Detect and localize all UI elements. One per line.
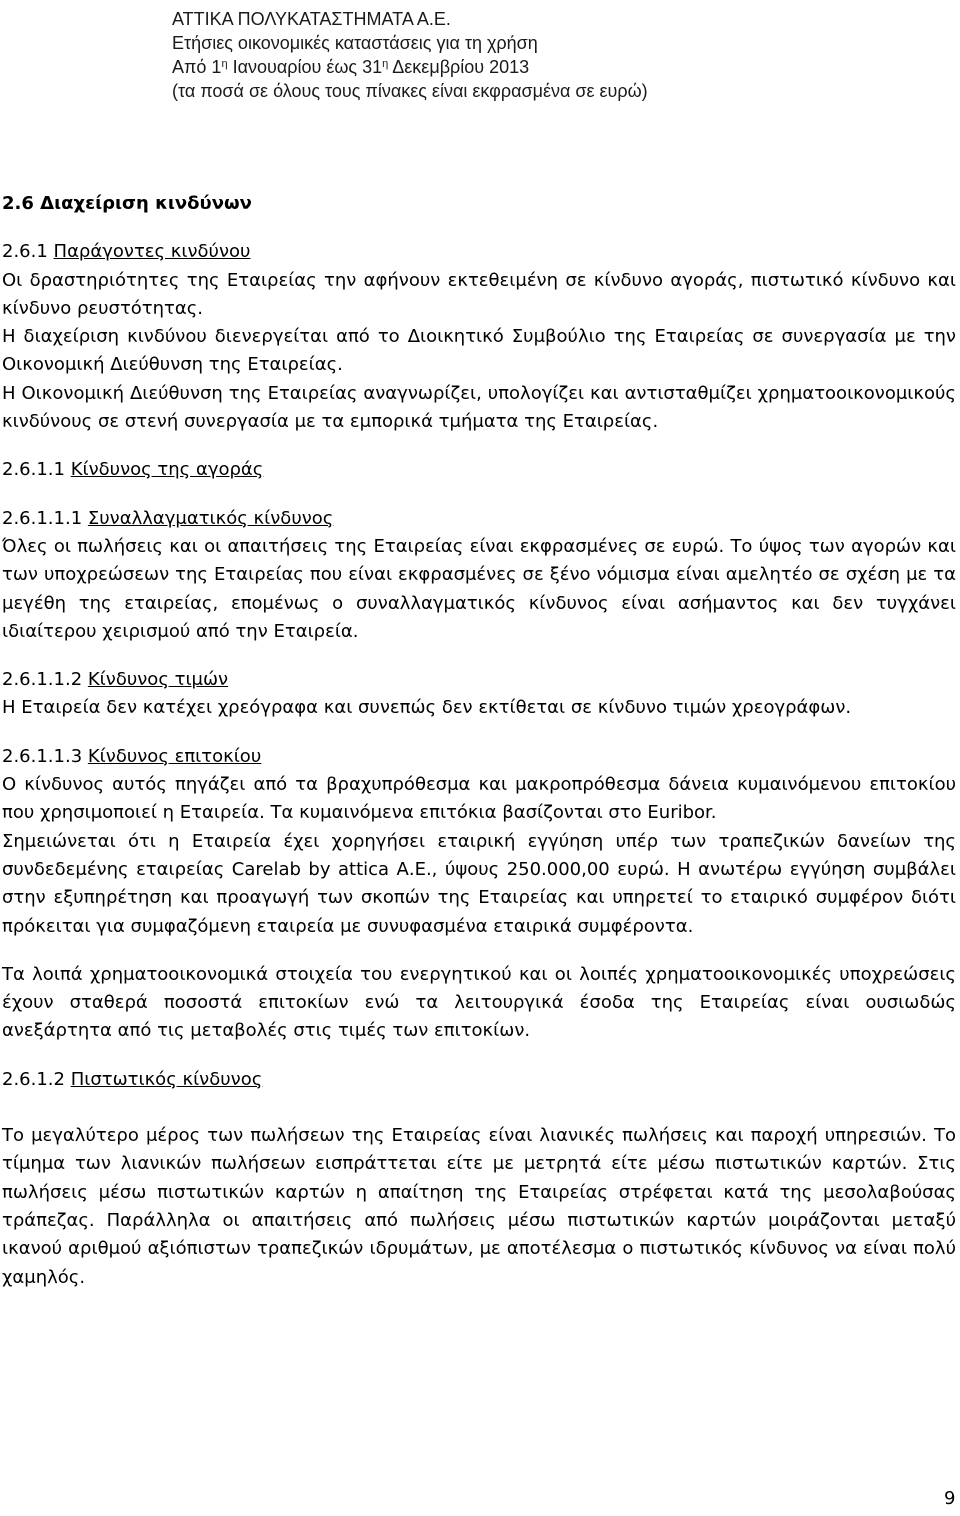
currency-note: (τα ποσά σε όλους τους πίνακες είναι εκφρασμένα σε ευρώ): [172, 81, 648, 101]
subsection-heading-market-risk: 2.6.1.1 Κίνδυνος της αγοράς: [2, 459, 264, 481]
paragraph-risk-management: Η διαχείριση κινδύνου διενεργείται από το Διοικητικό Συμβούλιο της Εταιρείας σε συνεργασία με την Οικονομική Διεύθυνση της Εταιρείας.: [2, 326, 956, 376]
reporting-period: Από $1^\eta$ Ιανουαρίου έως $31^\eta$ Δεκεμβρίου 2013: [172, 57, 530, 77]
paragraph-other-financial-items: Τα λοιπά χρηματοοικονομικά στοιχεία του ενεργητικού και οι λοιπές χρηματοοικονομικές υποχρεώσεις έχουν σταθερά ποσοστά επιτοκίων ενώ τα λειτουργικά έσοδα της Εταιρείας είναι ουσιωδώς ανεξάρτητα από τις μεταβολές στις τιμές των επιτοκίων.: [2, 963, 956, 1042]
page-number: 9: [944, 1488, 956, 1509]
paragraph-guarantee: Σημειώνεται ότι η Εταιρεία έχει χορηγήσει εταιρική εγγύηση υπέρ των τραπεζικών δανείων της συνδεδεμένης εταιρείας Carelab by attica Α.Ε., ύψους 250.000,00 ευρώ. Η ανωτέρω εγγύηση συμβάλει στην εξυπηρέτηση και προαγωγή των σκοπών της Εταιρείας και υπηρετεί το εταιρικό συμφέρον διότι πρόκειται για συμφαζόμενη εταιρεία με συνυφασμένα εταιρικά συμφέροντα.: [2, 830, 956, 937]
statements-title: Ετήσιες οικονομικές καταστάσεις για τη χρήση: [172, 33, 538, 53]
paragraph-fx-risk: Όλες οι πωλήσεις και οι απαιτήσεις της Εταιρείας είναι εκφρασμένες σε ευρώ. Το ύψος των αγορών και των υποχρεώσεων της Εταιρείας που είναι εκφρασμένες σε ξένο νόμισμα είναι αμελητέο σε σχέση με τα μεγέθη της εταιρείας, επομένως ο συναλλαγματικός κίνδυνος είναι ασήμαντος και δεν τυγχάνει ιδιαίτερου χειρισμού από την Εταιρεία.: [2, 535, 956, 642]
subsection-heading-price-risk: 2.6.1.1.2 Κίνδυνος τιμών: [2, 669, 229, 691]
paragraph-price-risk: Η Εταιρεία δεν κατέχει χρεόγραφα και συνεπώς δεν εκτίθεται σε κίνδυνο τιμών χρεογράφων.: [2, 697, 852, 719]
paragraph-finance-division: Η Οικονομική Διεύθυνση της Εταιρείας αναγνωρίζει, υπολογίζει και αντισταθμίζει χρηματοοικονομικούς κινδύνους σε στενή συνεργασία με τα εμπορικά τμήματα της Εταιρείας.: [2, 382, 956, 433]
paragraph-activities: Οι δραστηριότητες της Εταιρείας την αφήνουν εκτεθειμένη σε κίνδυνο αγοράς, πιστωτικό κίνδυνο και κίνδυνο ρευστότητας.: [2, 269, 956, 319]
subsection-heading-fx-risk: 2.6.1.1.1 Συναλλαγματικός κίνδυνος: [2, 507, 334, 529]
subsection-heading-interest-rate-risk: 2.6.1.1.3 Κίνδυνος επιτοκίου: [2, 745, 262, 767]
subsection-heading-credit-risk: 2.6.1.2 Πιστωτικός κίνδυνος: [2, 1068, 263, 1090]
page-header: [172, 7, 648, 103]
paragraph-interest-rate-risk: Ο κίνδυνος αυτός πηγάζει από τα βραχυπρόθεσμα και μακροπρόθεσμα δάνεια κυμαινόμενου επιτοκίου που χρησιμοποιεί η Εταιρεία. Τα κυμαινόμενα επιτόκια βασίζονται στο Euribor.: [2, 774, 956, 824]
document-body: [2, 190, 956, 1292]
section-title: 2.6 Διαχείριση κινδύνων: [2, 193, 252, 214]
paragraph-credit-risk: Το μεγαλύτερο μέρος των πωλήσεων της Εταιρείας είναι λιανικές πωλήσεις και παροχή υπηρεσιών. Το τίμημα των λιανικών πωλήσεων εισπράττεται είτε με μετρητά είτε μέσω πιστωτικών καρτών. Στις πωλήσεις μέσω πιστωτικών καρτών η απαίτηση της Εταιρείας στρέφεται κατά της μεσολαβούσας τράπεζας. Παράλληλα οι απαιτήσεις από πωλήσεις μέσω πιστωτικών καρτών μοιράζονται μεταξύ ικανού αριθμού αξιόπιστων τραπεζικών ιδρυμάτων, με αποτέλεσμα ο πιστωτικός κίνδυνος να είναι πολύ χαμηλός.: [2, 1125, 956, 1288]
company-name: ΑΤΤΙΚΑ ΠΟΛΥΚΑΤΑΣΤΗΜΑΤΑ Α.Ε.: [172, 9, 451, 29]
subsection-heading-risk-factors: 2.6.1 Παράγοντες κινδύνου: [2, 241, 251, 263]
